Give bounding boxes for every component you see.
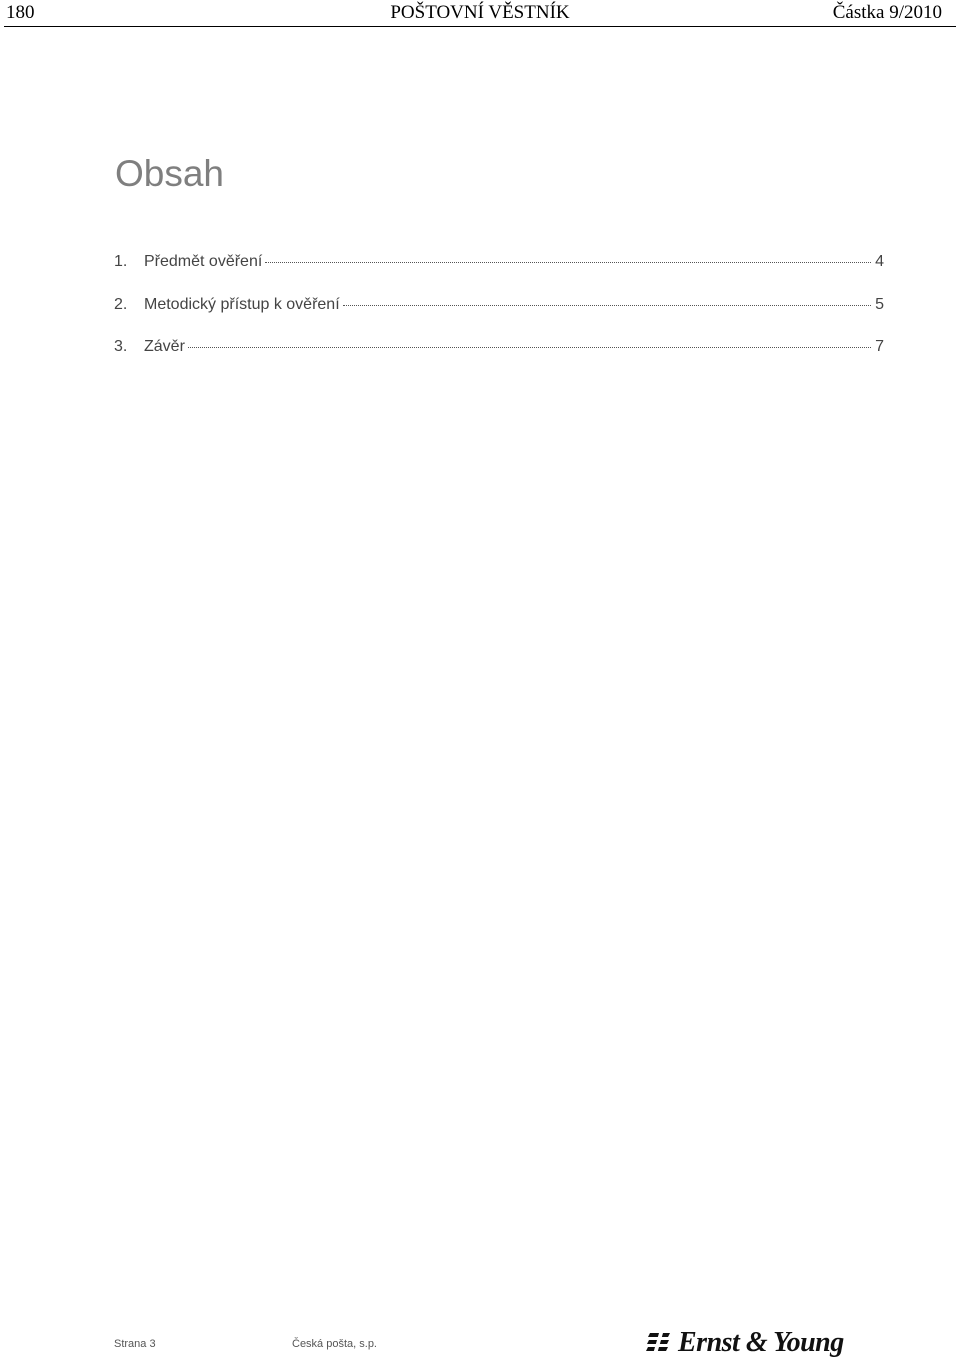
toc-item-number: 2. [114,295,128,313]
toc-item[interactable] [114,296,884,339]
toc-item-number: 1. [114,253,128,270]
running-header [4,0,956,27]
toc-item-page: 5 [875,295,884,313]
ernst-young-logo [646,1326,844,1360]
footer-organization: Česká pošta, s.p. [292,1338,377,1350]
toc-item-page: 4 [875,253,884,270]
footer-page-label: Strana 3 [114,1338,156,1350]
toc-item[interactable] [114,253,884,296]
toc-title: Obsah [115,153,225,194]
toc-item-page: 7 [875,338,884,355]
header-issue-part: Částka 9/2010 [832,2,942,23]
header-page-number: 180 [6,2,35,23]
toc-item-text: Závěr [144,338,185,355]
toc-dot-leader [265,262,871,263]
header-publication-title: POŠTOVNÍ VĚSTNÍK [390,2,570,23]
toc-item-text: Metodický přístup k ověření [144,295,340,313]
toc-item-number: 3. [114,338,128,355]
logo-wordmark: Ernst & Young [678,1327,844,1358]
toc-item[interactable] [114,338,884,381]
toc-dot-leader [343,305,871,306]
table-of-contents [114,253,884,381]
toc-item-text: Předmět ověření [144,253,263,270]
ernst-young-mark-icon [646,1330,672,1356]
toc-dot-leader [188,347,871,348]
